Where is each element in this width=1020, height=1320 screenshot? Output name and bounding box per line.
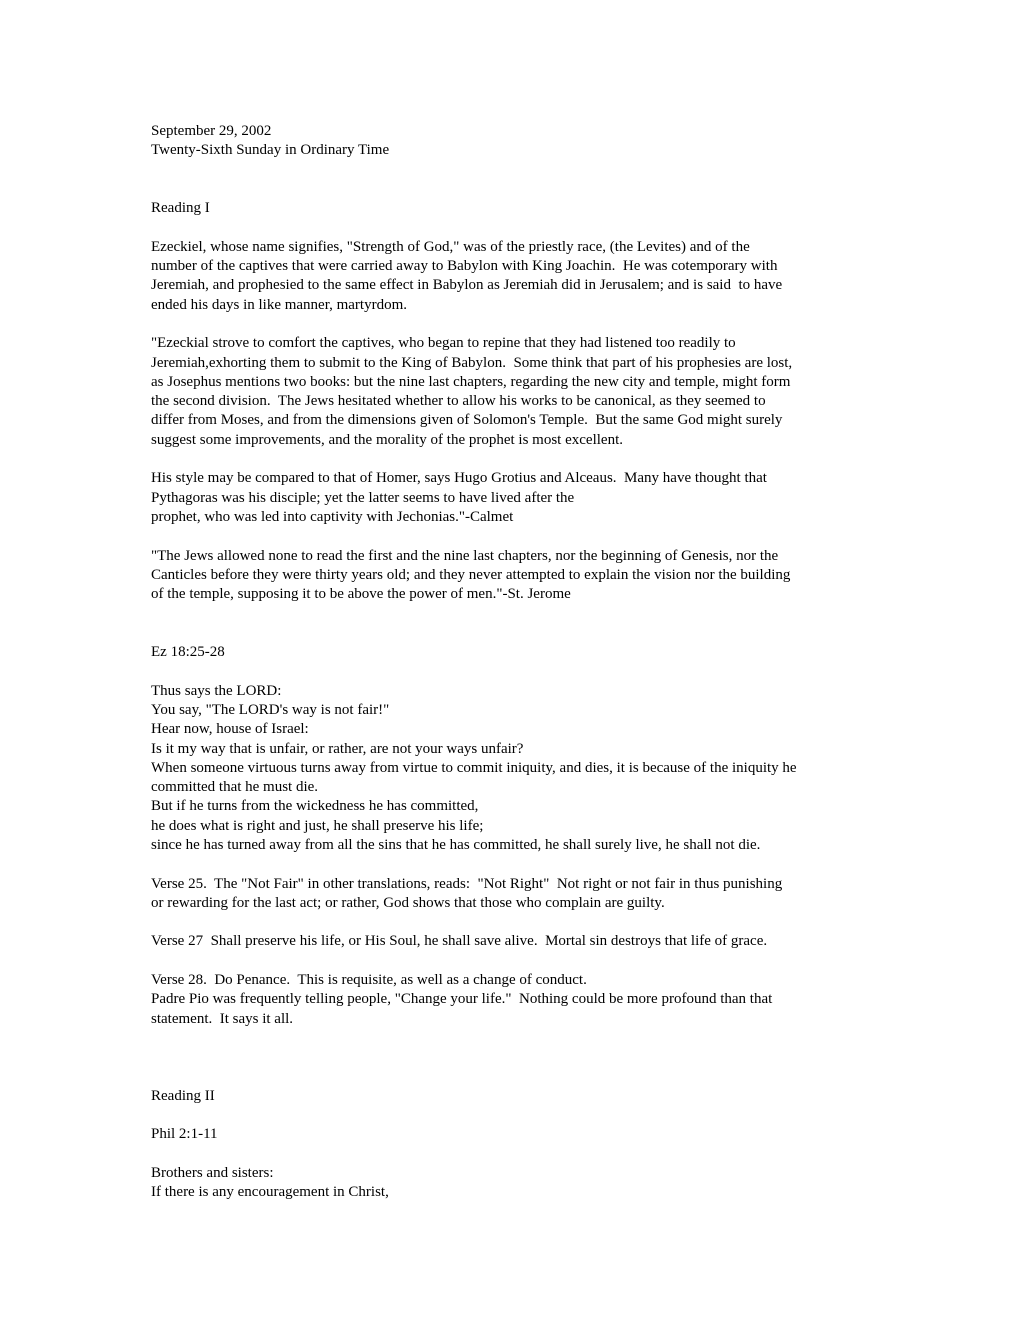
scripture-line: Thus says the LORD: [151, 682, 282, 699]
reading-2-citation: Phil 2:1-11 [151, 1126, 218, 1143]
document-page [151, 122, 881, 1203]
scripture-line: Brothers and sisters: [151, 1165, 274, 1182]
spacer [151, 1145, 881, 1164]
text-line: number of the captives that were carried away to Babylon with King Joachin. He was cotemporary with [151, 258, 778, 275]
spacer [151, 1029, 881, 1048]
scripture-line: Is it my way that is unfair, or rather, are not your ways unfair? [151, 740, 524, 757]
reading-1-heading: Reading I [151, 200, 210, 217]
spacer [151, 315, 881, 334]
text-line: "The Jews allowed none to read the first and the nine last chapters, nor the beginning of Genesis, nor the [151, 547, 779, 564]
reading-1-scripture [151, 682, 881, 856]
spacer [151, 855, 881, 874]
text-line: as Josephus mentions two books: but the nine last chapters, regarding the new city and temple, might form [151, 373, 791, 390]
text-line: Pythagoras was his disciple; yet the latter seems to have lived after the [151, 489, 575, 506]
spacer [151, 952, 881, 971]
text-line: His style may be compared to that of Homer, says Hugo Grotius and Alceaus. Many have thought that [151, 470, 767, 487]
spacer [151, 180, 881, 199]
spacer [151, 1106, 881, 1125]
text-line: "Ezeckial strove to comfort the captives, who began to repine that they had listened too readily to [151, 335, 736, 352]
text-line: suggest some improvements, and the morality of the prophet is most excellent. [151, 431, 623, 448]
text-line: Jeremiah, and prophesied to the same effect in Babylon as Jeremiah did in Jerusalem; and is said to have [151, 277, 783, 294]
liturgical-occasion: Twenty-Sixth Sunday in Ordinary Time [151, 142, 390, 159]
spacer [151, 218, 881, 237]
verse-25-note [151, 875, 881, 914]
document-date: September 29, 2002 [151, 123, 272, 139]
scripture-line: If there is any encouragement in Christ, [151, 1184, 389, 1201]
spacer [151, 604, 881, 623]
spacer [151, 624, 881, 643]
calmet-quote-paragraph-2 [151, 469, 881, 527]
jerome-quote-paragraph [151, 547, 881, 605]
reading-2-scripture [151, 1164, 881, 1203]
scripture-line: committed that he must die. [151, 779, 319, 796]
verse-28-note [151, 971, 881, 1029]
scripture-line: since he has turned away from all the sins that he has committed, he shall surely live, he shall not die. [151, 836, 761, 853]
ezekiel-intro-paragraph [151, 238, 881, 315]
spacer [151, 527, 881, 546]
text-line: of the temple, supposing it to be above the power of men."-St. Jerome [151, 586, 571, 603]
text-line: the second division. The Jews hesitated whether to allow his works to be canonical, as they seemed to [151, 393, 766, 410]
text-line: Padre Pio was frequently telling people, "Change your life." Nothing could be more profound than that [151, 991, 773, 1008]
text-line: Verse 25. The "Not Fair" in other translations, reads: "Not Right" Not right or not fair in thus punishing [151, 875, 783, 892]
spacer [151, 913, 881, 932]
scripture-line: Hear now, house of Israel: [151, 721, 309, 738]
text-line: Canticles before they were thirty years old; and they never attempted to explain the vision nor the building [151, 566, 791, 583]
scripture-line: he does what is right and just, he shall preserve his life; [151, 817, 484, 834]
verse-27-note: Verse 27 Shall preserve his life, or His Soul, he shall save alive. Mortal sin destroys that life of grace. [151, 933, 768, 950]
reading-1-citation: Ez 18:25-28 [151, 644, 225, 661]
text-line: Ezeckiel, whose name signifies, "Strength of God," was of the priestly race, (the Levites) and of the [151, 238, 750, 255]
spacer [151, 450, 881, 469]
text-line: prophet, who was led into captivity with Jechonias."-Calmet [151, 508, 514, 525]
text-line: Jeremiah,exhorting them to submit to the King of Babylon. Some think that part of his prophesies are lost, [151, 354, 793, 371]
calmet-quote-paragraph-1 [151, 334, 881, 450]
text-line: or rewarding for the last act; or rather, God shows that those who complain are guilty. [151, 894, 665, 911]
spacer [151, 1048, 881, 1067]
spacer [151, 161, 881, 180]
scripture-line: You say, "The LORD's way is not fair!" [151, 701, 390, 718]
text-line: Verse 28. Do Penance. This is requisite, as well as a change of conduct. [151, 972, 587, 989]
scripture-line: But if he turns from the wickedness he has committed, [151, 798, 479, 815]
text-line: statement. It says it all. [151, 1010, 294, 1027]
text-line: differ from Moses, and from the dimensions given of Solomon's Temple. But the same God might surely [151, 412, 783, 429]
spacer [151, 1068, 881, 1087]
spacer [151, 662, 881, 681]
scripture-line: When someone virtuous turns away from virtue to commit iniquity, and dies, it is because of the iniquity he [151, 759, 797, 776]
text-line: ended his days in like manner, martyrdom. [151, 296, 408, 313]
reading-2-heading: Reading II [151, 1087, 215, 1104]
